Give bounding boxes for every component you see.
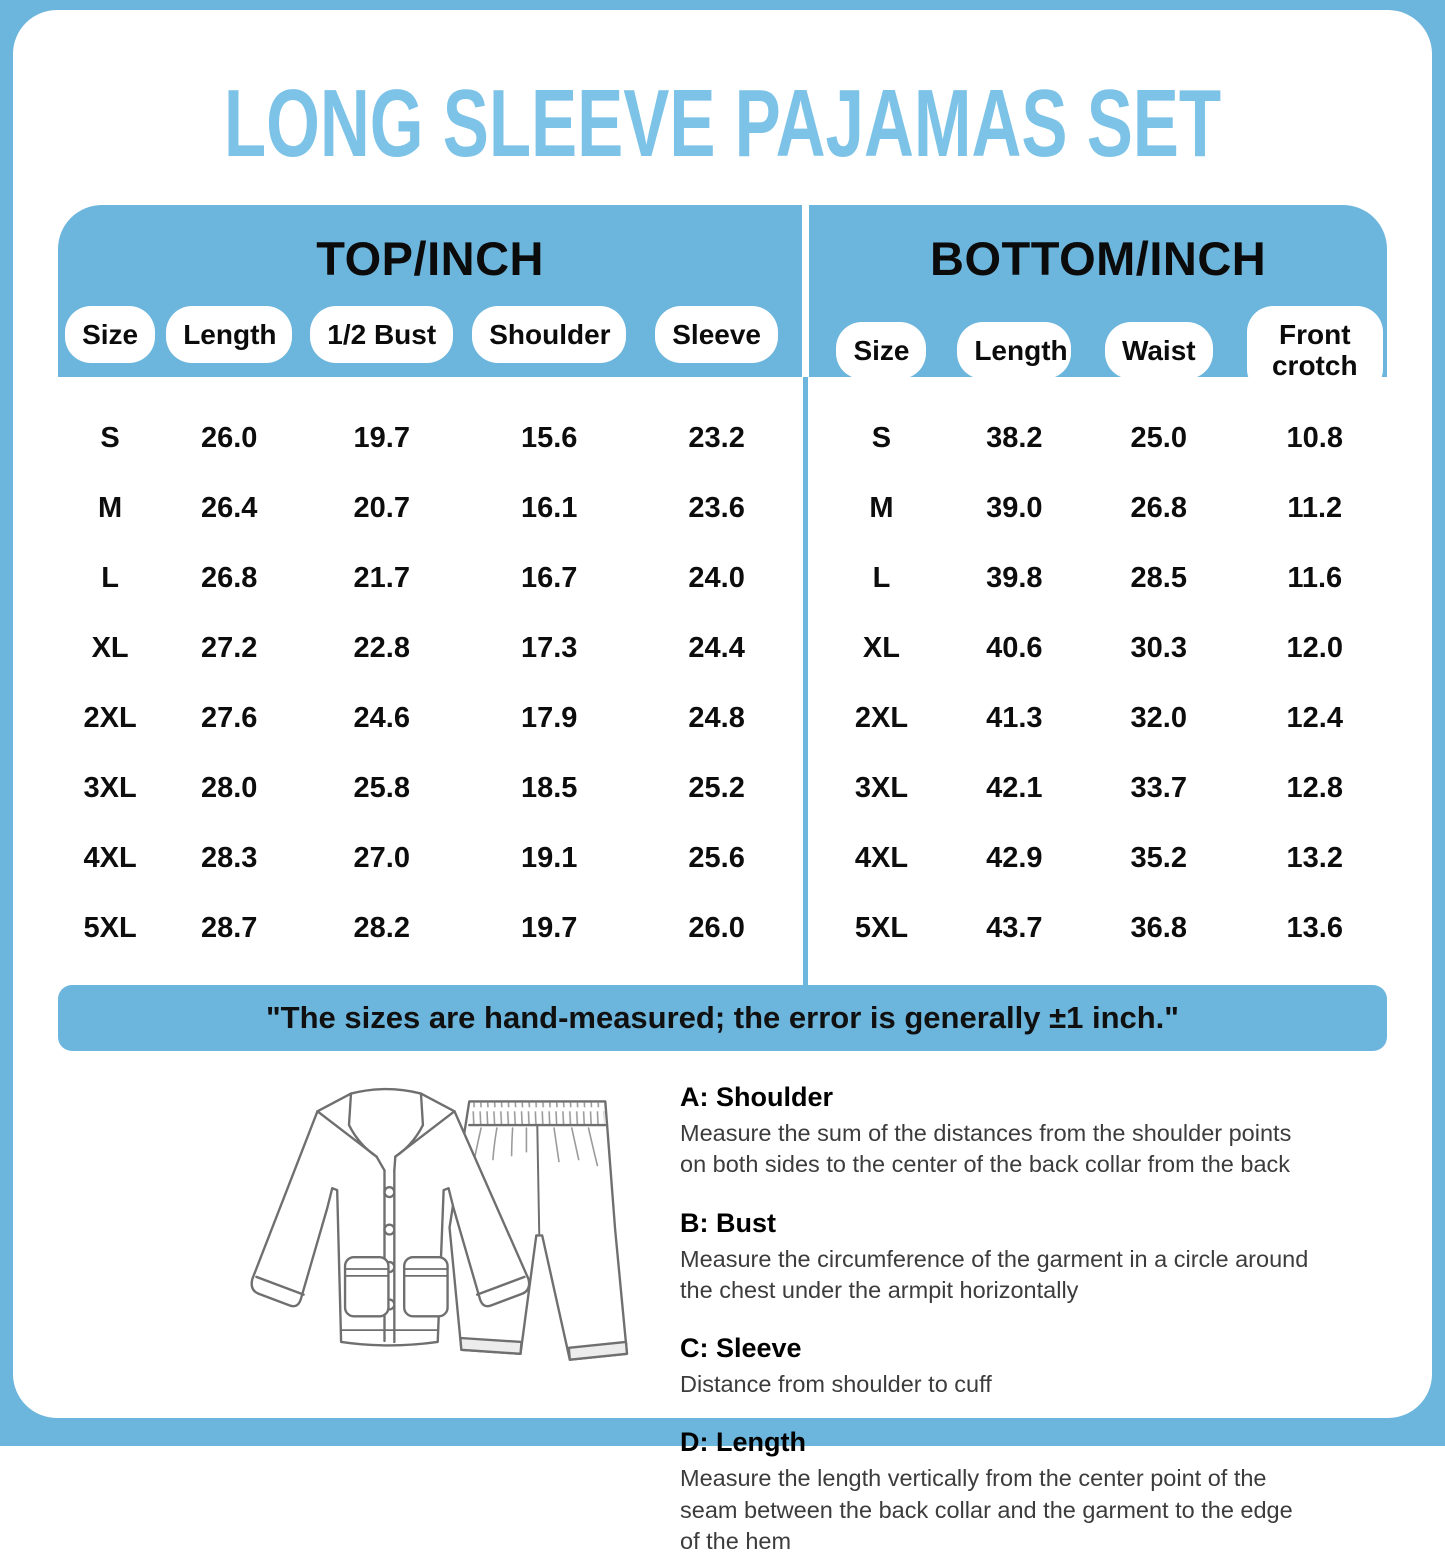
table-cell: 25.6 bbox=[688, 841, 745, 874]
column-header-pill: Waist bbox=[1105, 322, 1213, 379]
top-table-title: TOP/INCH bbox=[316, 232, 544, 285]
table-cell: 40.6 bbox=[986, 631, 1043, 664]
table-cell: 42.9 bbox=[986, 841, 1043, 874]
table-row bbox=[809, 893, 1387, 963]
pajama-set-illustration bbox=[198, 1062, 638, 1410]
column-header-cell bbox=[296, 306, 467, 363]
table-cell: 26.0 bbox=[688, 911, 745, 944]
table-row bbox=[58, 473, 802, 543]
table-cell: 13.6 bbox=[1286, 911, 1343, 944]
table-cell: 12.4 bbox=[1286, 701, 1343, 734]
table-cell: 26.8 bbox=[200, 561, 258, 594]
measurement-guide-label: B: Bust bbox=[680, 1207, 776, 1238]
table-cell: 43.7 bbox=[986, 911, 1043, 944]
page-title: LONG SLEEVE PAJAMAS SET bbox=[223, 70, 1222, 177]
table-cell: 16.7 bbox=[520, 561, 578, 594]
table-cell: 28.2 bbox=[353, 911, 410, 944]
top-size-table bbox=[58, 205, 802, 977]
column-header-cell bbox=[467, 306, 631, 363]
table-row bbox=[58, 543, 802, 613]
table-divider bbox=[802, 205, 809, 977]
table-cell: 26.4 bbox=[200, 491, 258, 524]
column-header-cell bbox=[954, 322, 1075, 379]
table-cell: 11.2 bbox=[1287, 491, 1343, 524]
table-row bbox=[809, 823, 1387, 893]
column-header-pill: Shoulder bbox=[472, 306, 626, 363]
table-cell: 28.7 bbox=[200, 911, 258, 944]
table-row bbox=[809, 473, 1387, 543]
table-cell: M bbox=[869, 491, 894, 524]
table-row bbox=[809, 403, 1387, 473]
column-header-cell bbox=[631, 306, 802, 363]
size-tables bbox=[58, 205, 1387, 977]
table-cell: 42.1 bbox=[986, 771, 1043, 804]
table-row bbox=[58, 823, 802, 893]
measurement-guide-description: Measure the sum of the distances from the shoulder points on both sides to the center of the back collar from the back bbox=[680, 1120, 1292, 1178]
table-cell: 33.7 bbox=[1130, 771, 1187, 804]
table-cell: 11.6 bbox=[1287, 561, 1343, 594]
top-table-header bbox=[58, 205, 802, 377]
table-row bbox=[809, 753, 1387, 823]
table-cell: 22.8 bbox=[353, 631, 410, 664]
column-header-pill: 1/2 Bust bbox=[310, 306, 453, 363]
table-cell: 27.6 bbox=[200, 701, 258, 734]
table-cell: 23.6 bbox=[688, 491, 745, 524]
table-cell: 23.2 bbox=[688, 421, 745, 454]
table-row bbox=[58, 403, 802, 473]
column-header-cell bbox=[1075, 322, 1243, 379]
table-cell: 38.2 bbox=[986, 421, 1043, 454]
table-cell: 24.8 bbox=[688, 701, 745, 734]
measurement-guide-description: Measure the length vertically from the center point of the seam between the back collar and the garment to the edge of the hem bbox=[680, 1465, 1293, 1554]
measurement-guide-item bbox=[680, 1427, 1317, 1557]
table-cell: 24.4 bbox=[688, 631, 745, 664]
table-cell: S bbox=[871, 421, 892, 454]
table-cell: 18.5 bbox=[520, 771, 578, 804]
table-cell: 15.6 bbox=[520, 421, 578, 454]
table-cell: 3XL bbox=[83, 771, 137, 804]
table-cell: 16.1 bbox=[520, 491, 578, 524]
table-cell: 27.2 bbox=[200, 631, 258, 664]
table-cell: 25.2 bbox=[688, 771, 745, 804]
measurement-guide-label: C: Sleeve bbox=[680, 1333, 802, 1363]
table-cell: 28.0 bbox=[200, 771, 258, 804]
measurement-guide-label: A: Shoulder bbox=[680, 1082, 833, 1112]
table-cell: 12.8 bbox=[1286, 771, 1343, 804]
table-cell: 12.0 bbox=[1286, 631, 1343, 664]
measurement-guide-label: D: Length bbox=[680, 1427, 806, 1458]
column-header-pill: Size bbox=[65, 306, 155, 363]
table-cell: 25.0 bbox=[1130, 421, 1187, 454]
table-cell: 17.9 bbox=[520, 701, 578, 734]
table-row bbox=[58, 683, 802, 753]
column-header-cell bbox=[58, 306, 162, 363]
table-row bbox=[809, 683, 1387, 753]
table-cell: 30.3 bbox=[1130, 631, 1187, 664]
table-cell: 13.2 bbox=[1286, 841, 1343, 874]
table-cell: 39.8 bbox=[986, 561, 1043, 594]
table-cell: 27.0 bbox=[353, 841, 410, 874]
table-row bbox=[58, 613, 802, 683]
bottom-size-table bbox=[809, 205, 1387, 977]
measurement-guide-description: Distance from shoulder to cuff bbox=[680, 1371, 992, 1397]
table-cell: 25.8 bbox=[353, 771, 410, 804]
table-cell: 24.6 bbox=[353, 701, 410, 734]
table-cell: XL bbox=[91, 631, 129, 664]
table-cell: 2XL bbox=[854, 701, 909, 734]
table-cell: 19.1 bbox=[520, 841, 578, 874]
bottom-table-rows bbox=[809, 377, 1387, 963]
table-cell: 35.2 bbox=[1130, 841, 1187, 874]
table-cell: 17.3 bbox=[520, 631, 578, 664]
table-cell: 3XL bbox=[854, 771, 909, 804]
table-cell: 20.7 bbox=[353, 491, 410, 524]
table-cell: 36.8 bbox=[1130, 911, 1187, 944]
table-cell: 32.0 bbox=[1130, 701, 1187, 734]
measurement-disclaimer: "The sizes are hand-measured; the error is generally ±1 inch." bbox=[58, 985, 1387, 1051]
measurement-guide-item bbox=[680, 1082, 1317, 1181]
table-cell: 39.0 bbox=[986, 491, 1043, 524]
table-cell: 28.5 bbox=[1130, 561, 1187, 594]
table-cell: 26.8 bbox=[1130, 491, 1187, 524]
measurement-guide-item bbox=[680, 1208, 1317, 1307]
table-cell: S bbox=[100, 421, 120, 454]
table-cell: M bbox=[98, 491, 123, 524]
top-table-column-headers bbox=[58, 306, 802, 363]
table-cell: L bbox=[872, 561, 891, 594]
table-cell: XL bbox=[862, 631, 900, 664]
table-cell: 4XL bbox=[854, 841, 909, 874]
table-cell: 28.3 bbox=[200, 841, 258, 874]
table-row bbox=[809, 543, 1387, 613]
table-cell: 26.0 bbox=[200, 421, 258, 454]
measurement-guide-description: Measure the circumference of the garment in a circle around the chest under the armpit horizontally bbox=[680, 1245, 1309, 1303]
table-cell: 10.8 bbox=[1286, 421, 1343, 454]
column-header-pill: Length bbox=[957, 322, 1071, 379]
table-row bbox=[809, 613, 1387, 683]
bottom-table-header bbox=[809, 205, 1387, 382]
column-header-pill: Size bbox=[836, 322, 926, 379]
table-cell: 24.0 bbox=[688, 561, 745, 594]
table-cell: 4XL bbox=[83, 841, 137, 874]
table-cell: L bbox=[101, 561, 119, 594]
pajama-line-drawing bbox=[198, 1062, 638, 1407]
column-header-cell bbox=[162, 306, 296, 363]
column-header-pill: Sleeve bbox=[655, 306, 778, 363]
table-row bbox=[58, 893, 802, 963]
table-cell: 2XL bbox=[83, 701, 137, 734]
table-cell: 5XL bbox=[854, 911, 909, 944]
table-row bbox=[58, 753, 802, 823]
column-header-pill: Front crotch bbox=[1247, 306, 1383, 395]
measurement-instructions bbox=[680, 1062, 1387, 1554]
table-cell: 19.7 bbox=[520, 911, 578, 944]
content-card bbox=[13, 10, 1432, 1554]
table-cell: 41.3 bbox=[986, 701, 1043, 734]
column-header-cell bbox=[809, 322, 953, 379]
table-cell: 21.7 bbox=[353, 561, 410, 594]
measurement-guide-item bbox=[680, 1333, 1317, 1400]
table-cell: 5XL bbox=[83, 911, 137, 944]
column-header-pill: Length bbox=[166, 306, 292, 363]
table-cell: 19.7 bbox=[353, 421, 410, 454]
bottom-table-title: BOTTOM/INCH bbox=[930, 232, 1267, 285]
top-table-rows bbox=[58, 377, 802, 963]
measurement-guide bbox=[58, 1062, 1387, 1554]
